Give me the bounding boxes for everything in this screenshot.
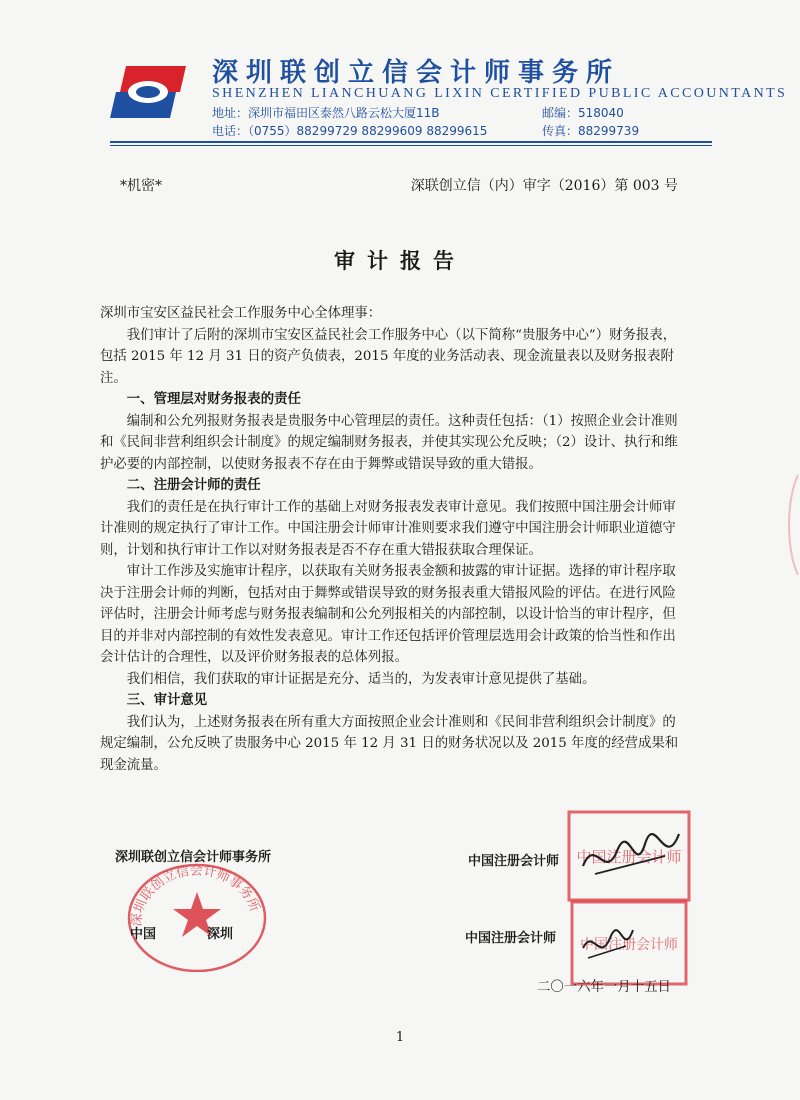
section-3-heading: 三、审计意见 <box>126 693 208 708</box>
edge-seal-fragment <box>782 470 800 580</box>
cpa-signature-1 <box>575 826 685 886</box>
letterhead-divider-thin <box>110 145 712 146</box>
firm-seal <box>122 858 272 972</box>
cpa-signature-2 <box>578 918 638 968</box>
seal-city: 深圳 <box>207 927 234 942</box>
address-row <box>212 104 624 121</box>
firm-signature-label: 深圳联创立信会计师事务所 <box>115 850 272 865</box>
section-1-paragraph: 编制和公允列报财务报表是贵服务中心管理层的责任。这种责任包括：（1）按照企业会计准则和《民间非营利组织会计制度》的规定编制财务报表，并使其实现公允反映；（2）设计、执行和维护必要的内部控制，以使财务报表不存在由于舞弊或错误导致的重大错报。 <box>100 413 678 472</box>
fax: 传真：88299739 <box>542 124 640 138</box>
seal-country: 中国 <box>130 927 157 942</box>
firm-name-chinese: 深圳联创立信会计师事务所 <box>212 58 621 88</box>
firm-logo <box>108 62 188 122</box>
report-title: 审计报告 <box>334 249 466 273</box>
phone: 电话：（0755）88299729 88299609 88299615 <box>212 124 488 138</box>
firm-seal-text: 深圳联创立信会计师事务所 <box>129 863 262 928</box>
report-body <box>100 303 688 776</box>
addressee: 深圳市宝安区益民社会工作服务中心全体理事： <box>100 306 382 321</box>
report-date: 二〇一六年一月十五日 <box>537 980 671 995</box>
cpa-seal-1-text: 中国注册会计师 <box>576 848 682 866</box>
section-3-paragraph: 我们认为，上述财务报表在所有重大方面按照企业会计准则和《民间非营利组织会计制度》的规定编制，公允反映了贵服务中心 2015 年 12 月 31 日的财务状况以及 2015 年度的经营成果和现金流量。 <box>100 714 679 773</box>
cpa-label-1: 中国注册会计师 <box>468 854 560 869</box>
cpa-label-2: 中国注册会计师 <box>465 931 557 946</box>
section-2-paragraph-2: 审计工作涉及实施审计程序，以获取有关财务报表金额和披露的审计证据。选择的审计程序取决于注册会计师的判断，包括对由于舞弊或错误导致的财务报表重大错报风险的评估。在进行风险评估时，注册会计师考虑与财务报表编制和公允列报相关的内部控制，以设计恰当的审计程序，但目的并非对内部控制的有效性发表意见。审计工作还包括评价管理层选用会计政策的恰当性和作出会计估计的合理性，以及评价财务报表的总体列报。 <box>100 564 676 665</box>
document-number: 深联创立信（内）审字（2016）第 003 号 <box>410 178 678 194</box>
section-2-paragraph-3: 我们相信，我们获取的审计证据是充分、适当的，为发表审计意见提供了基础。 <box>126 671 596 687</box>
contact-row <box>212 122 640 139</box>
section-2-heading: 二、注册会计师的责任 <box>126 478 261 493</box>
firm-name-english: SHENZHEN LIANCHUANG LIXIN CERTIFIED PUBLIC ACCOUNTANTS <box>212 86 788 101</box>
postcode: 邮编：518040 <box>542 106 624 120</box>
intro-paragraph: 我们审计了后附的深圳市宝安区益民社会工作服务中心（以下简称“贵服务中心”）财务报表，包括 2015 年 12 月 31 日的资产负债表，2015 年度的业务活动表、现金流量表以及财务报表附注。 <box>100 327 677 386</box>
section-1-heading: 一、管理层对财务报表的责任 <box>126 392 301 407</box>
section-2-paragraph-1: 我们的责任是在执行审计工作的基础上对财务报表发表审计意见。我们按照中国注册会计师审计准则的规定执行了审计工作。中国注册会计师审计准则要求我们遵守中国注册会计师职业道德守则，计划和执行审计工作以对财务报表是否不存在重大错报获取合理保证。 <box>100 499 676 558</box>
address: 地址：深圳市福田区泰然八路云松大厦11B <box>212 106 440 120</box>
letterhead-divider <box>110 141 712 143</box>
page-number: 1 <box>395 1030 405 1045</box>
confidential-mark: *机密* <box>120 178 162 194</box>
cpa-seal-2-text: 中国注册会计师 <box>580 937 678 953</box>
